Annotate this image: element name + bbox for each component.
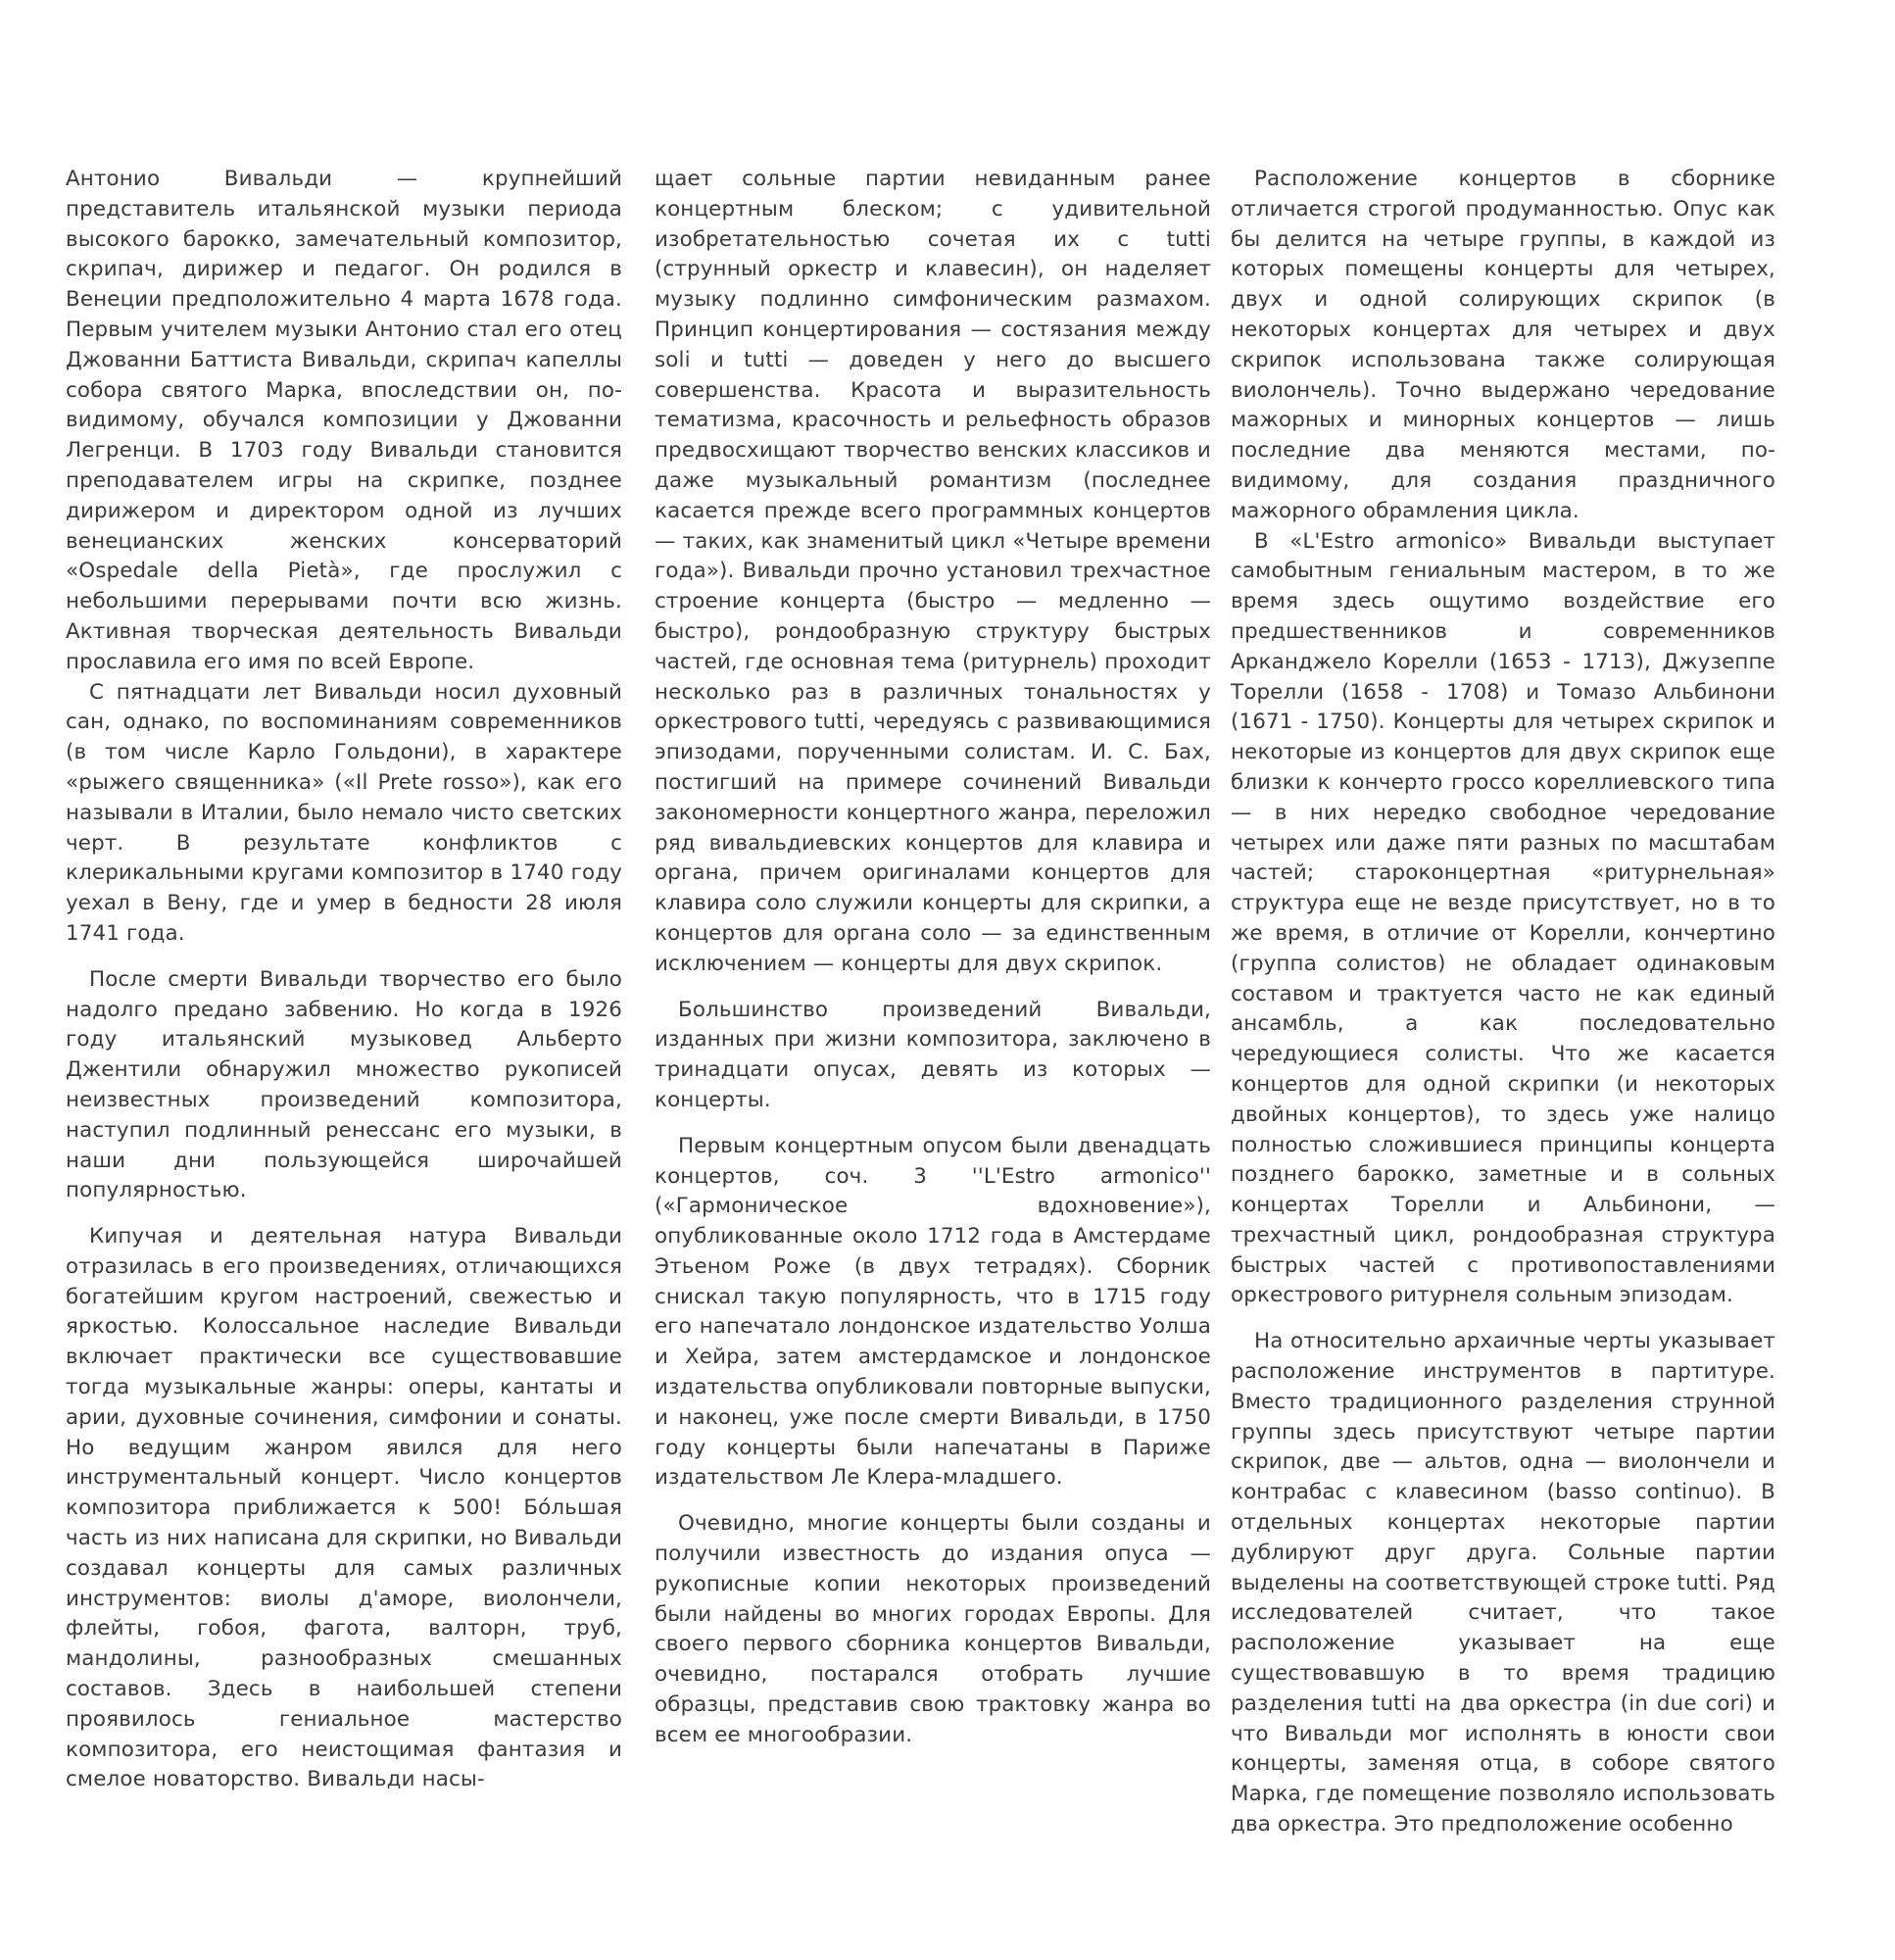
paragraph-oblivion: После смерти Вивальди творчество его было надолго предано забвению. Но когда в 1926 году итальянский музыковед Альберто Джентили обнаружил множество рукописей неизвестных произведений композитора, наступил подлинный ренессанс его музыки, в наши дни пользующейся широчайшей популярностью.	[66, 966, 622, 1203]
paragraph-manuscripts: Очевидно, многие концерты были созданы и получили известность до издания опуса — рукописные копии некоторых произведений были найдены во многих городах Европы. Для своего первого сборника концертов Вивальди, очевидно, постарался отобрать лучшие образцы, представив свою трактовку жанра во всем ее многообразии.	[655, 1511, 1211, 1747]
paragraph-clergy: С пятнадцати лет Вивальди носил духовный сан, однако, по воспоминаниям современников (в том числе Карло Гольдони), в характере «рыжего священника» («Il Prete rosso»), как его называли в Италии, было немало чисто светских черт. В результате конфликтов с клерикальными кругами композитор в 1740 году уехал в Вену, где и умер в бедности 28 июля 1741 года.	[66, 679, 622, 946]
paragraph-legacy: Кипучая и деятельная натура Вивальди отразилась в его произведениях, отличающихся богатейшим кругом настроений, свежестью и яркостью. Колоссальное наследие Вивальди включает практически все существовавшие тогда музыкальные жанры: оперы, кантаты и арии, духовные сочинения, симфонии и сонаты. Но ведущим жанром явился для него инструментальный концерт. Число концертов композитора приближается к 500! Бо́льшая часть из них написана для скрипки, но Вивальди создавал концерты для самых различных инструментов: виолы д'аморе, виолончели, флейты, гобоя, фагота, валторн, труб, мандолины, разнообразных смешанных составов. Здесь в наибольшей степени проявилось гениальное мастерство композитора, его неистощимая фантазия и смелое новаторство. Вивальди насы-	[66, 1224, 622, 1792]
paragraph-estro-armonico: Первым концертным опусом были двенадцать концертов, соч. 3 ''L'Estro armonico'' («Гармоническое вдохновение»), опубликованные около 1712 года в Амстердаме Этьеном Роже (в двух тетрадях). Сборник снискал такую популярность, что в 1715 году его напечатало лондонское издательство Уолша и Хейра, затем амстердамское и лондонское издательства опубликовали повторные выпуски, и наконец, уже после смерти Вивальди, в 1750 году концерты были напечатаны в Париже издательством Ле Клера-младшего.	[655, 1133, 1211, 1491]
paragraph-concerto-style: щает сольные партии невиданным ранее концертным блеском; с удивительной изобретательностью сочетая их с tutti (струнный оркестр и клавесин), он наделяет музыку подлинно симфоническим размахом. Принцип концертирования — состязания между soli и tutti — доведен у него до высшего совершенства. Красота и выразительность тематизма, красочность и рельефность образов предвосхищают творчество венских классиков и даже музыкальный романтизм (последнее касается прежде всего программных концертов — таких, как знаменитый цикл «Четыре времени года»). Вивальди прочно установил трехчастное строение концерта (быстро — медленно — быстро), рондообразную структуру быстрых частей, где основная тема (ритурнель) проходит несколько раз в различных тональностях у оркестрового tutti, чередуясь с развивающимися эпизодами, порученными солистам. И. С. Бах, постигший на примере сочинений Вивальди закономерности концертного жанра, переложил ряд вивальдиевских концертов для клавира и органа, причем оригиналами концертов для клавира соло служили концерты для скрипки, а концертов для органа соло — за единственным исключением — концерты для двух скрипок.	[655, 167, 1211, 976]
text-column-1	[66, 165, 622, 1795]
paragraph-biography: Антонио Вивальди — крупнейший представитель итальянской музыки периода высокого барокко, замечательный композитор, скрипач, дирижер и педагог. Он родился в Венеции предположительно 4 марта 1678 года. Первым учителем музыки Антонио стал его отец Джованни Баттиста Вивальди, скрипач капеллы собора святого Марка, впоследствии он, по-видимому, обучался композиции у Джованни Легренци. В 1703 году Вивальди становится преподавателем игры на скрипке, позднее дирижером и директором одной из лучших венецианских женских консерваторий «Ospedale della Pietà», где прослужил с небольшими перерывами почти всю жизнь. Активная творческая деятельность Вивальди прославила его имя по всей Европе.	[66, 167, 622, 674]
text-column-3	[1231, 165, 1775, 1840]
paragraph-opus-count: Большинство произведений Вивальди, изданных при жизни композитора, заключено в тринадцати опусах, девять из которых — концерты.	[655, 997, 1211, 1112]
text-column-2	[655, 165, 1211, 1751]
paragraph-arrangement: Расположение концертов в сборнике отличается строгой продуманностью. Опус как бы делится на четыре группы, в каждой из которых помещены концерты для четырех, двух и одной солирующих скрипок (в некоторых концертах для четырех и двух скрипок использована также солирующая виолончель). Точно выдержано чередование мажорных и минорных концертов — лишь последние два меняются местами, по-видимому, для создания праздничного мажорного обрамления цикла.	[1231, 167, 1775, 523]
paragraph-instrumentation: На относительно архаичные черты указывает расположение инструментов в партитуре. Вместо традиционного разделения струнной группы здесь присутствуют четыре партии скрипок, две — альтов, одна — виолончели и контрабас с клавесином (basso continuo). В отдельных концертах некоторые партии дублируют друг друга. Сольные партии выделены на соответствующей строке tutti. Ряд исследователей считает, что такое расположение указывает на еще существовавшую в то время традицию разделения tutti на два оркестра (in due cori) и что Вивальди мог исполнять в юности свои концерты, заменяя отца, в соборе святого Марка, где помещение позволяло использовать два оркестра. Это предположение особенно	[1231, 1329, 1775, 1838]
paragraph-predecessors: В «L'Estro armonico» Вивальди выступает самобытным гениальным мастером, в то же время здесь ощутимо воздействие его предшественников и современников Арканджело Корелли (1653 - 1713), Джузеппе Торелли (1658 - 1708) и Томазо Альбинони (1671 - 1750). Концерты для четырех скрипок и некоторые из концертов для двух скрипок еще близки к кончерто гроссо кореллиевского типа — в них нередко свободное чередование четырех или даже пяти разных по масштабам частей; староконцертная «ритурнельная» структура еще не везде присутствует, но в то же время, в отличие от Корелли, кончертино (группа солистов) не обладает одинаковым составом и трактуется часто не как единый ансамбль, а как последовательно чередующиеся солисты. Что же касается концертов для одной скрипки (и некоторых двойных концертов), то здесь уже налицо полностью сложившиеся принципы концерта позднего барокко, заметные и в сольных концертах Торелли и Альбинони, — трехчастный цикл, рондообразная структура быстрых частей с противопоставлениями оркестрового ритурнеля сольным эпизодам.	[1231, 528, 1775, 1308]
